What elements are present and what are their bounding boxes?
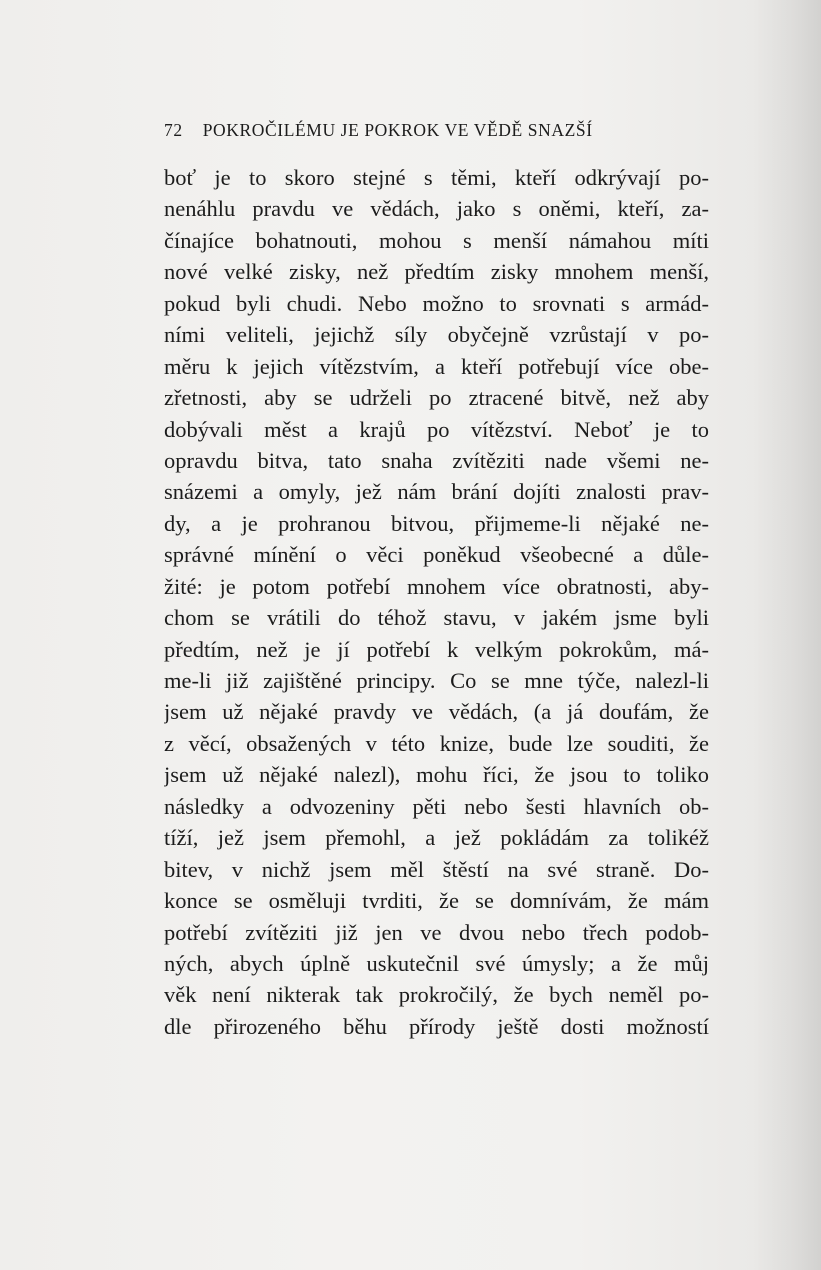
text-line: nenáhlu pravdu ve vědách, jako s oněmi, kteří, za-: [164, 196, 709, 222]
text-line: dle přirozeného běhu přírody ještě dosti možností: [164, 1013, 709, 1039]
text-line: pokud byli chudi. Nebo možno to srovnati s armád-: [164, 290, 709, 316]
text-line: čínajíce bohatnouti, mohou s menší námahou míti: [164, 227, 709, 253]
running-title: POKROČILÉMU JE POKROK VE VĚDĚ SNAZŠÍ: [202, 120, 593, 140]
text-line: bitev, v nichž jsem měl štěstí na své straně. Do-: [164, 856, 709, 882]
text-line: potřebí zvítěziti již jen ve dvou nebo třech podob-: [164, 919, 709, 945]
text-line: dobývali měst a krajů po vítězství. Neboť je to: [164, 416, 709, 442]
text-line: správné mínění o věci poněkud všeobecné a důle-: [164, 542, 709, 568]
text-line: předtím, než je jí potřebí k velkým pokrokům, má-: [164, 636, 709, 662]
text-line: boť je to skoro stejné s těmi, kteří odkrývají po-: [164, 165, 709, 190]
text-line: zřetnosti, aby se udrželi po ztracené bitvě, než aby: [164, 385, 709, 411]
text-line: jsem už nějaké pravdy ve vědách, (a já doufám, že: [164, 699, 709, 725]
text-line: me-li již zajištěné principy. Co se mne týče, nalezl-li: [164, 668, 709, 693]
body-paragraph: [164, 162, 709, 1042]
running-header: [164, 120, 709, 146]
text-line: snázemi a omyly, jež nám brání dojíti znalosti prav-: [164, 479, 709, 505]
text-line: věk není nikterak tak prokročilý, že bych neměl po-: [164, 982, 709, 1008]
text-line: chom se vrátili do téhož stavu, v jakém jsme byli: [164, 605, 709, 631]
text-line: tíží, jež jsem přemohl, a jež pokládám za tolikéž: [164, 825, 709, 851]
text-line: jsem už nějaké nalezl), mohu říci, že jsou to toliko: [164, 762, 709, 788]
page-number: 72: [164, 120, 183, 140]
text-line: ními veliteli, jejichž síly obyčejně vzrůstají v po-: [164, 322, 709, 348]
text-line: ných, abych úplně uskutečnil své úmysly; a že můj: [164, 950, 709, 976]
text-line: nové velké zisky, než předtím zisky mnohem menší,: [164, 259, 709, 285]
text-line: měru k jejich vítězstvím, a kteří potřebují více obe-: [164, 353, 709, 379]
text-line: následky a odvozeniny pěti nebo šesti hlavních ob-: [164, 793, 709, 819]
text-line: z věcí, obsažených v této knize, bude lze souditi, že: [164, 730, 709, 756]
text-line: žité: je potom potřebí mnohem více obratnosti, aby-: [164, 573, 709, 599]
text-line: dy, a je prohranou bitvou, přijmeme-li nějaké ne-: [164, 510, 709, 536]
text-line: konce se osměluji tvrditi, že se domnívám, že mám: [164, 888, 709, 914]
text-line: opravdu bitva, tato snaha zvítěziti nade všemi ne-: [164, 447, 709, 473]
page-edge-shadow: [751, 0, 821, 1270]
